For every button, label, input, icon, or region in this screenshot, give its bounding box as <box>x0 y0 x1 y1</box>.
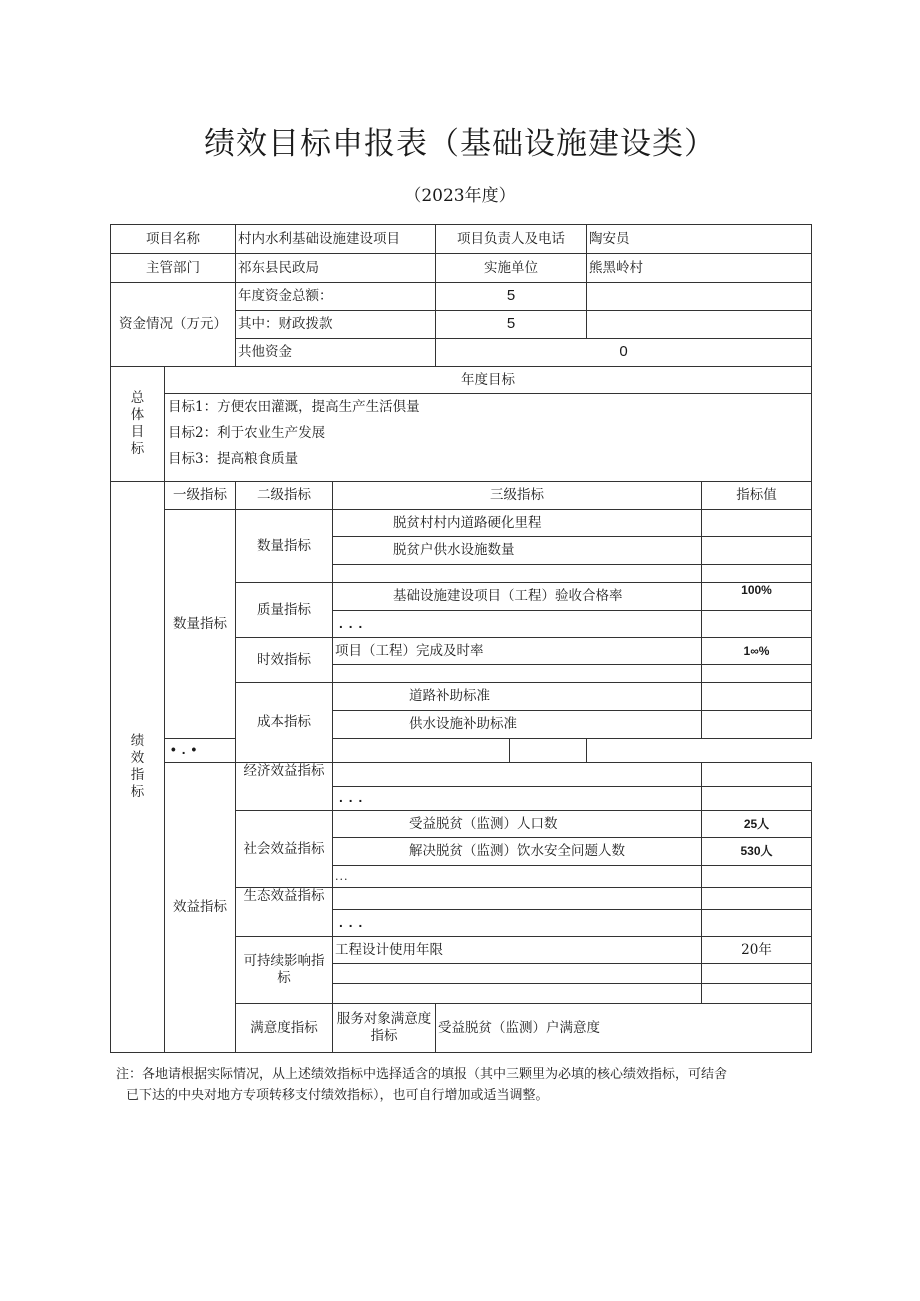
ecology-ellipsis: ... <box>333 910 702 937</box>
social-row: 受益脱贫（监测）人口数 <box>333 811 702 838</box>
economic-ellipsis: ... <box>333 787 702 811</box>
value-header: 指标值 <box>702 482 812 510</box>
sustain-row-blank <box>333 964 702 984</box>
quantity-value <box>702 537 812 565</box>
project-name-label: 项目名称 <box>111 225 236 254</box>
quantity-value <box>702 565 812 583</box>
ecology-value <box>702 888 812 910</box>
service-row: 受益脱贫（监测）户满意度 <box>436 1004 812 1053</box>
level2-header: 二级指标 <box>236 482 333 510</box>
cost-row: 道路补助标准 <box>333 683 702 711</box>
funds-fiscal-blank <box>587 311 812 339</box>
goal-item: 目标1：方便农田灌溉，提高生产生活倶量 <box>168 399 420 415</box>
social-row: 解决脱贫（监测）饮水安全问题人数 <box>333 838 702 866</box>
ecology-value <box>702 910 812 937</box>
quality-metric-label: 质量指标 <box>236 583 333 638</box>
cost-row: 供水设施补助标准 <box>333 711 702 739</box>
cost-value <box>702 711 812 739</box>
social-value: 25人 <box>702 811 812 838</box>
funds-fiscal-value: 5 <box>436 311 587 339</box>
annual-goal-header: 年度目标 <box>165 367 812 394</box>
quality-row: 基础设施建设项目（工程）验收合格率 <box>333 583 702 611</box>
funds-total-blank <box>587 283 812 311</box>
funds-other-value: 0 <box>436 339 812 367</box>
implementer-value: 熊黑岭村 <box>587 254 812 283</box>
funds-total-value: 5 <box>436 283 587 311</box>
timeliness-value: 1∞% <box>702 638 812 665</box>
page-title: 绩效目标申报表（基础设施建设类） <box>204 126 716 162</box>
overall-goal-label: 总 体 目 标 <box>111 367 165 482</box>
project-name-value: 村内水利基础设施建设项目 <box>236 225 436 254</box>
footnote-line: 已下达的中央对地方专项转移支付绩效指标），也可自行增加或适当调整。 <box>126 1088 549 1103</box>
service-metric-label: 服务对象满意度指标 <box>333 1004 436 1053</box>
funds-total-label: 年度资金总额： <box>236 283 436 311</box>
goal-item: 目标2：利于农业生产发展 <box>168 425 326 441</box>
department-label: 主管部门 <box>111 254 236 283</box>
goal-item: 目标3：提高粮食质量 <box>168 451 299 467</box>
sustain-value: 20年 <box>702 937 812 964</box>
cost-value <box>702 683 812 711</box>
cost-metric-label: 成本指标 <box>236 683 333 763</box>
social-ellipsis: ... <box>333 866 702 888</box>
level3-header: 三级指标 <box>333 482 702 510</box>
economic-value <box>702 763 812 787</box>
timeliness-value-blank <box>702 665 812 683</box>
implementer-label: 实施单位 <box>436 254 587 283</box>
project-leader-label: 项目负责人及电话 <box>436 225 587 254</box>
timeliness-metric-label: 时效指标 <box>236 638 333 683</box>
quality-ellipsis: ... <box>333 611 702 638</box>
quality-value: 100% <box>702 583 812 611</box>
social-value <box>702 866 812 888</box>
performance-metrics-label: 绩 效 指 标 <box>111 482 165 1053</box>
sustain-row: 工程设计使用年限 <box>333 937 702 964</box>
cost-value <box>510 739 587 763</box>
level1-header: 一级指标 <box>165 482 236 510</box>
quality-value-blank <box>702 611 812 638</box>
project-leader-value: 陶安员 <box>587 225 812 254</box>
satisfaction-metric-label: 满意度指标 <box>236 1004 333 1053</box>
footnote-line: 注：各地请根据实际情况，从上述绩效指标中选择适含的填报（其中三颗里为必填的核心绩效指标，可结舍 <box>116 1067 728 1082</box>
ecology-metric-label: 生态效益指标 <box>236 888 333 937</box>
funds-label: 资金情况（万元） <box>111 283 236 367</box>
quantity-row: 脱贫村村内道路硬化里程 <box>333 510 702 537</box>
performance-target-form <box>110 224 812 1053</box>
economic-metric-label: 经济效益指标 <box>236 763 333 811</box>
quantity-row-blank <box>333 565 702 583</box>
sustain-value-blank <box>702 964 812 984</box>
economic-row-blank <box>333 763 702 787</box>
quantity-value <box>702 510 812 537</box>
footnote <box>116 1064 816 1106</box>
benefit-metric-label: 效益指标 <box>165 763 236 1053</box>
sustain-metric-label: 可持续影响指标 <box>236 937 333 1004</box>
sustain-value-blank <box>702 984 812 1004</box>
funds-other-label: 共他资金 <box>236 339 436 367</box>
quantity-metric-label: 数量指标 <box>236 510 333 583</box>
economic-value <box>702 787 812 811</box>
department-value: 祁东县民政局 <box>236 254 436 283</box>
ecology-row-blank <box>333 888 702 910</box>
cost-ellipsis: •.• <box>165 739 510 763</box>
timeliness-row-blank <box>333 665 702 683</box>
output-metric-label: 数量指标 <box>165 510 236 739</box>
sustain-row-blank <box>333 984 702 1004</box>
quantity-row: 脱贫户供水设施数量 <box>333 537 702 565</box>
funds-fiscal-label: 其中：财政拨款 <box>236 311 436 339</box>
social-metric-label: 社会效益指标 <box>236 811 333 888</box>
timeliness-row: 项目（工程）完成及时率 <box>333 638 702 665</box>
social-value: 530人 <box>702 838 812 866</box>
page-subtitle: （2023年度） <box>404 186 516 206</box>
annual-goal-list <box>165 394 812 482</box>
